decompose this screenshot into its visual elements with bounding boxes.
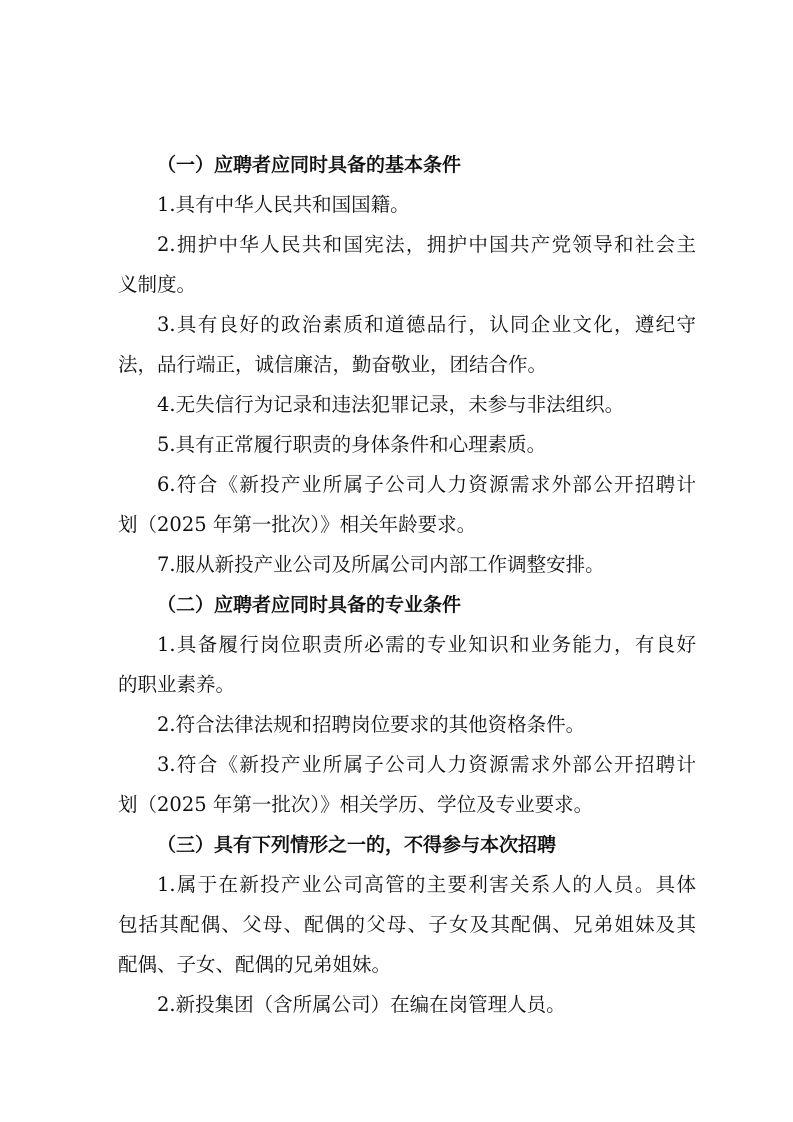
paragraph-line: 7.服从新投产业公司及所属公司内部工作调整安排。 [157, 553, 605, 576]
paragraph-line: 1.属于在新投产业公司高管的主要利害关系人的人员。具体 [157, 873, 696, 896]
paragraph-line: 的职业素养。 [118, 673, 236, 696]
paragraph-line: 包括其配偶、父母、配偶的父母、子女及其配偶、兄弟姐妹及其 [118, 913, 696, 936]
paragraph-line: 义制度。 [118, 273, 197, 296]
section-heading: （二）应聘者应同时具备的专业条件 [157, 594, 462, 616]
paragraph-line: 2.符合法律法规和招聘岗位要求的其他资格条件。 [157, 713, 586, 736]
paragraph-line: 1.具备履行岗位职责所必需的专业知识和业务能力，有良好 [157, 633, 696, 656]
section-heading: （一）应聘者应同时具备的基本条件 [157, 154, 462, 176]
paragraph-line: 6.符合《新投产业所属子公司人力资源需求外部公开招聘计 [157, 473, 696, 496]
paragraph-line: 3.符合《新投产业所属子公司人力资源需求外部公开招聘计 [157, 753, 696, 776]
paragraph-line: 划（2025 年第一批次）》相关年龄要求。 [118, 513, 477, 536]
paragraph-line: 法，品行端正，诚信廉洁，勤奋敬业，团结合作。 [118, 353, 548, 376]
paragraph-line: 4.无失信行为记录和违法犯罪记录，未参与非法组织。 [157, 393, 625, 416]
paragraph-line: 划（2025 年第一批次）》相关学历、学位及专业要求。 [118, 793, 594, 816]
section-heading: （三）具有下列情形之一的，不得参与本次招聘 [157, 834, 557, 856]
paragraph-line: 2.新投集团（含所属公司）在编在岗管理人员。 [157, 993, 566, 1016]
document-body [118, 145, 696, 1025]
paragraph-line: 1.具有中华人民共和国国籍。 [157, 193, 410, 216]
paragraph-line: 5.具有正常履行职责的身体条件和心理素质。 [157, 433, 547, 456]
paragraph-line: 2.拥护中华人民共和国宪法，拥护中国共产党领导和社会主 [157, 233, 696, 256]
paragraph-line: 配偶、子女、配偶的兄弟姐妹。 [118, 953, 392, 976]
paragraph-line: 3.具有良好的政治素质和道德品行，认同企业文化，遵纪守 [157, 313, 696, 336]
